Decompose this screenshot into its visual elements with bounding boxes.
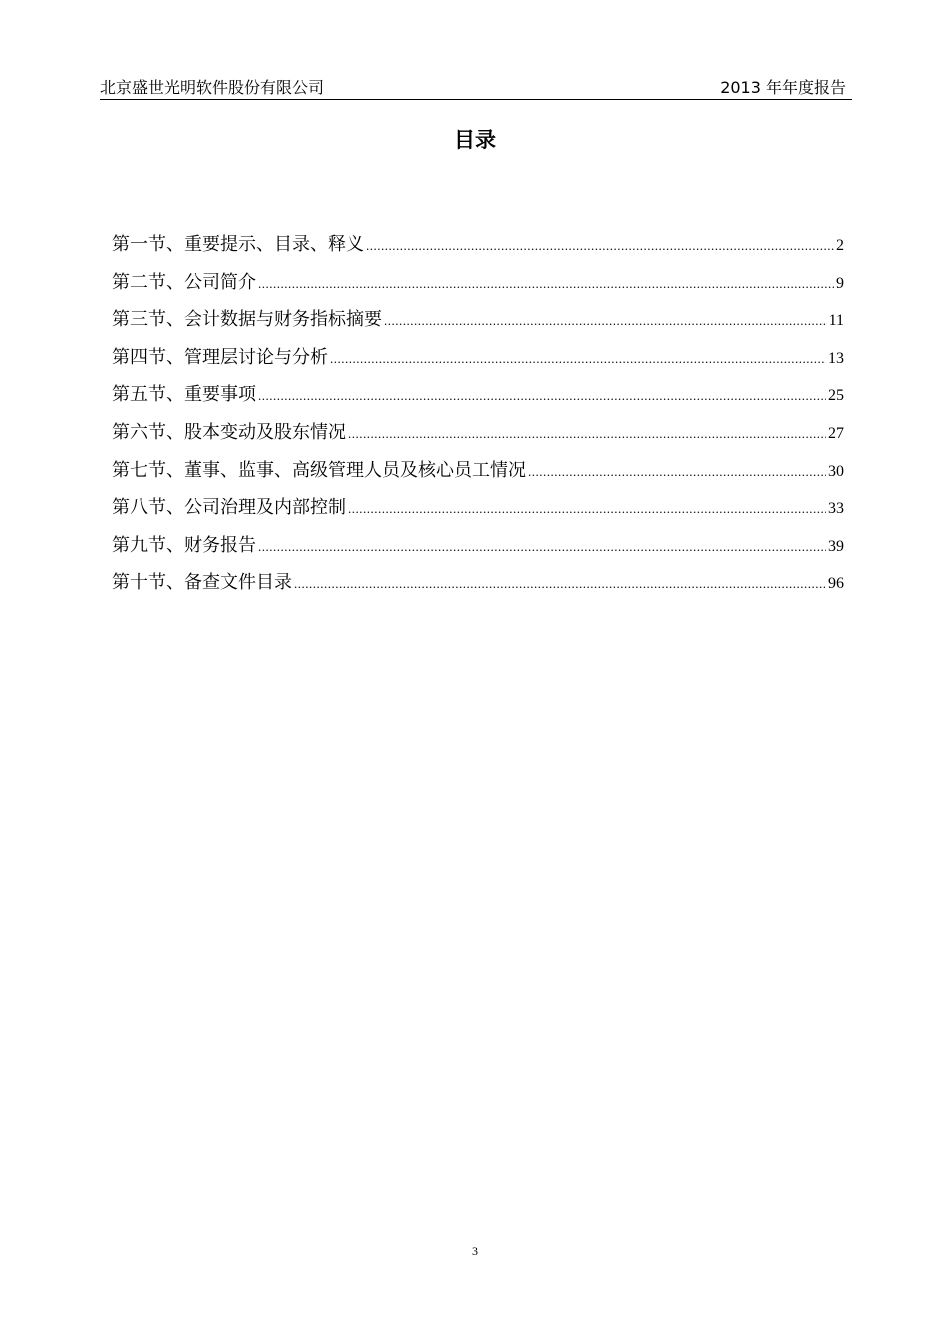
toc-entry-label: 第一节、重要提示、目录、释义 [112,234,364,255]
toc-entry-label: 第五节、重要事项 [112,384,256,406]
toc-entry[interactable] [112,268,844,306]
toc-entry-label: 第三节、会计数据与财务指标摘要 [112,309,382,331]
toc-entry-page: 13 [828,349,844,367]
toc-entry-page: 11 [828,312,844,330]
company-name: 北京盛世光明软件股份有限公司 [100,78,325,97]
toc-leader-dots [294,576,826,592]
toc-leader-dots [366,238,834,254]
toc-entry-page: 96 [828,575,844,593]
toc-entry[interactable] [112,531,844,569]
toc-entry-label: 第四节、管理层讨论与分析 [112,346,328,368]
toc-entry-label: 第六节、股本变动及股东情况 [112,421,346,443]
toc-entry-page: 33 [828,500,844,518]
toc-entry-page: 2 [836,237,844,254]
toc-entry[interactable] [112,230,844,268]
page-header [100,74,852,100]
toc-entry[interactable] [112,418,844,456]
toc-entry-label: 第七节、董事、监事、高级管理人员及核心员工情况 [112,459,526,481]
toc-entry-page: 27 [828,424,844,442]
toc-leader-dots [330,351,826,367]
toc-leader-dots [258,388,826,404]
toc-entry-label: 第八节、公司治理及内部控制 [112,497,346,519]
table-of-contents [112,230,844,606]
toc-entry-page: 9 [836,274,844,292]
toc-leader-dots [384,313,827,329]
toc-entry-label: 第十节、备查文件目录 [112,572,292,594]
toc-leader-dots [348,501,826,517]
toc-entry[interactable] [112,343,844,381]
report-title: 2013 年年度报告 [720,78,846,97]
toc-entry[interactable] [112,568,844,606]
page-number: 3 [472,1244,478,1258]
toc-leader-dots [348,426,826,442]
toc-entry[interactable] [112,380,844,418]
toc-entry[interactable] [112,493,844,531]
toc-entry[interactable] [112,305,844,343]
toc-entry-label: 第九节、财务报告 [112,534,256,556]
toc-title: 目录 [454,128,496,152]
toc-leader-dots [258,539,826,555]
toc-entry-page: 39 [828,537,844,555]
toc-entry[interactable] [112,456,844,494]
toc-entry-label: 第二节、公司简介 [112,271,256,293]
toc-leader-dots [528,464,826,480]
toc-entry-page: 25 [828,387,844,405]
toc-leader-dots [258,276,834,292]
toc-entry-page: 30 [828,462,844,480]
